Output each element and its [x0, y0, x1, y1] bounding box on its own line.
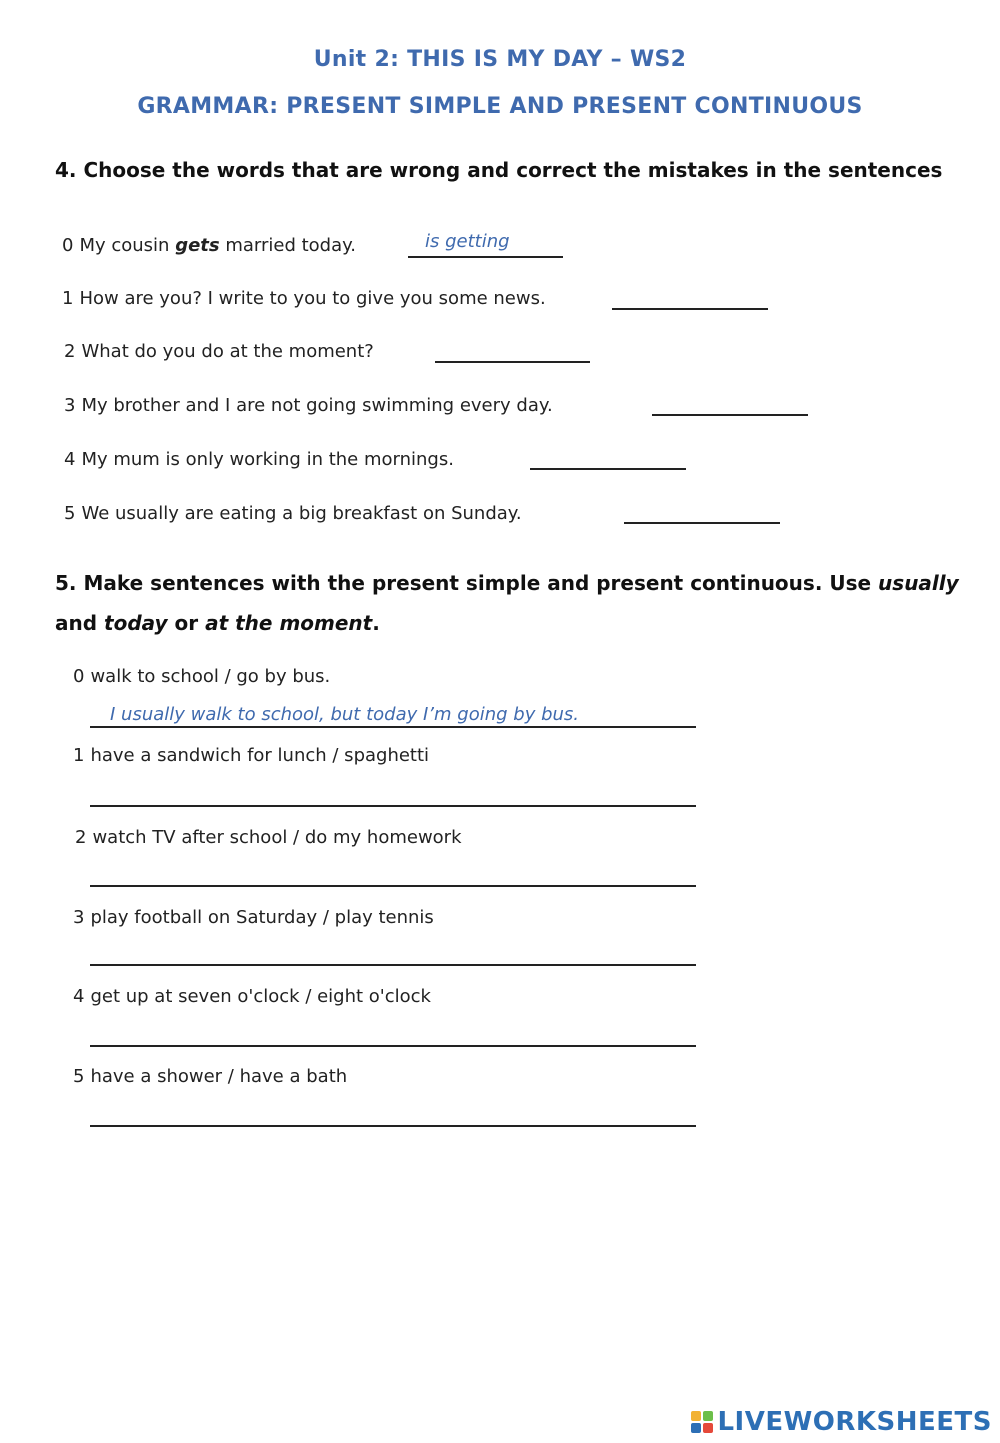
logo-square: [691, 1411, 701, 1421]
item-text: walk to school / go by bus.: [90, 666, 331, 687]
item-number: 3: [64, 395, 76, 416]
item-text: have a shower / have a bath: [90, 1066, 348, 1087]
item-text: We usually are eating a big breakfast on Sunday.: [81, 503, 522, 524]
ex5-item-2: [75, 827, 462, 848]
ex4-item-1: [62, 288, 546, 309]
heading-keyword: today: [104, 611, 168, 635]
heading-text: and: [55, 611, 105, 635]
item-number: 1: [62, 288, 74, 309]
item-number: 5: [73, 1066, 85, 1087]
ex4-item-0: [62, 235, 356, 256]
logo-square: [691, 1423, 701, 1433]
item-number: 2: [64, 341, 76, 362]
liveworksheets-logo: [691, 1407, 992, 1437]
ex5-blank-2[interactable]: [90, 885, 696, 887]
heading-text: .: [372, 611, 380, 635]
item-number: 0: [62, 235, 74, 256]
item-text: get up at seven o'clock / eight o'clock: [90, 986, 431, 1007]
ex4-item-4: [64, 449, 454, 470]
item-text: What do you do at the moment?: [81, 341, 374, 362]
item-text-after: married today.: [219, 235, 356, 256]
ex4-blank-0[interactable]: [408, 256, 563, 258]
item-text: My mum is only working in the mornings.: [81, 449, 454, 470]
item-number: 2: [75, 827, 87, 848]
item-number: 3: [73, 907, 85, 928]
ex5-blank-4[interactable]: [90, 1045, 696, 1047]
item-text: play football on Saturday / play tennis: [90, 907, 434, 928]
ex5-blank-5[interactable]: [90, 1125, 696, 1127]
heading-text: 5. Make sentences with the present simple and present continuous. Use: [55, 571, 879, 595]
heading-text: or: [167, 611, 206, 635]
item-number: 5: [64, 503, 76, 524]
ex5-item-4: [73, 986, 431, 1007]
ex5-blank-0[interactable]: [90, 726, 696, 728]
exercise-5-heading-line2: [55, 611, 380, 635]
item-text: have a sandwich for lunch / spaghetti: [90, 745, 430, 766]
exercise-5-heading-line1: [55, 571, 959, 595]
heading-keyword: at the moment: [205, 611, 373, 635]
item-number: 1: [73, 745, 85, 766]
ex4-blank-2[interactable]: [435, 361, 590, 363]
ex4-blank-4[interactable]: [530, 468, 686, 470]
ex5-blank-1[interactable]: [90, 805, 696, 807]
ex4-answer-0[interactable]: is getting: [425, 231, 510, 252]
item-text: My brother and I are not going swimming every day.: [81, 395, 553, 416]
ex5-item-1: [73, 745, 429, 766]
ex4-blank-1[interactable]: [612, 308, 768, 310]
logo-square: [703, 1423, 713, 1433]
page-subtitle: GRAMMAR: PRESENT SIMPLE AND PRESENT CONTINUOUS: [137, 94, 863, 119]
ex5-blank-3[interactable]: [90, 964, 696, 966]
page-title: Unit 2: THIS IS MY DAY – WS2: [313, 47, 687, 72]
logo-text: LIVEWORKSHEETS: [717, 1407, 992, 1437]
item-keyword: gets: [175, 235, 220, 256]
item-number: 0: [73, 666, 85, 687]
ex4-blank-3[interactable]: [652, 414, 808, 416]
item-number: 4: [64, 449, 76, 470]
ex5-item-3: [73, 907, 434, 928]
heading-keyword: usually: [878, 571, 959, 595]
ex4-item-3: [64, 395, 553, 416]
ex4-blank-5[interactable]: [624, 522, 780, 524]
item-text-before: My cousin: [79, 235, 176, 256]
ex5-item-5: [73, 1066, 347, 1087]
item-number: 4: [73, 986, 85, 1007]
logo-square: [703, 1411, 713, 1421]
liveworksheets-logo-icon: [691, 1411, 713, 1433]
ex4-item-5: [64, 503, 522, 524]
ex5-answer-0[interactable]: I usually walk to school, but today I’m going by bus.: [110, 704, 580, 725]
item-text: How are you? I write to you to give you some news.: [79, 288, 546, 309]
ex4-item-2: [64, 341, 374, 362]
item-text: watch TV after school / do my homework: [92, 827, 462, 848]
exercise-4-heading: 4. Choose the words that are wrong and correct the mistakes in the sentences: [55, 158, 943, 182]
ex5-item-0: [73, 666, 330, 687]
